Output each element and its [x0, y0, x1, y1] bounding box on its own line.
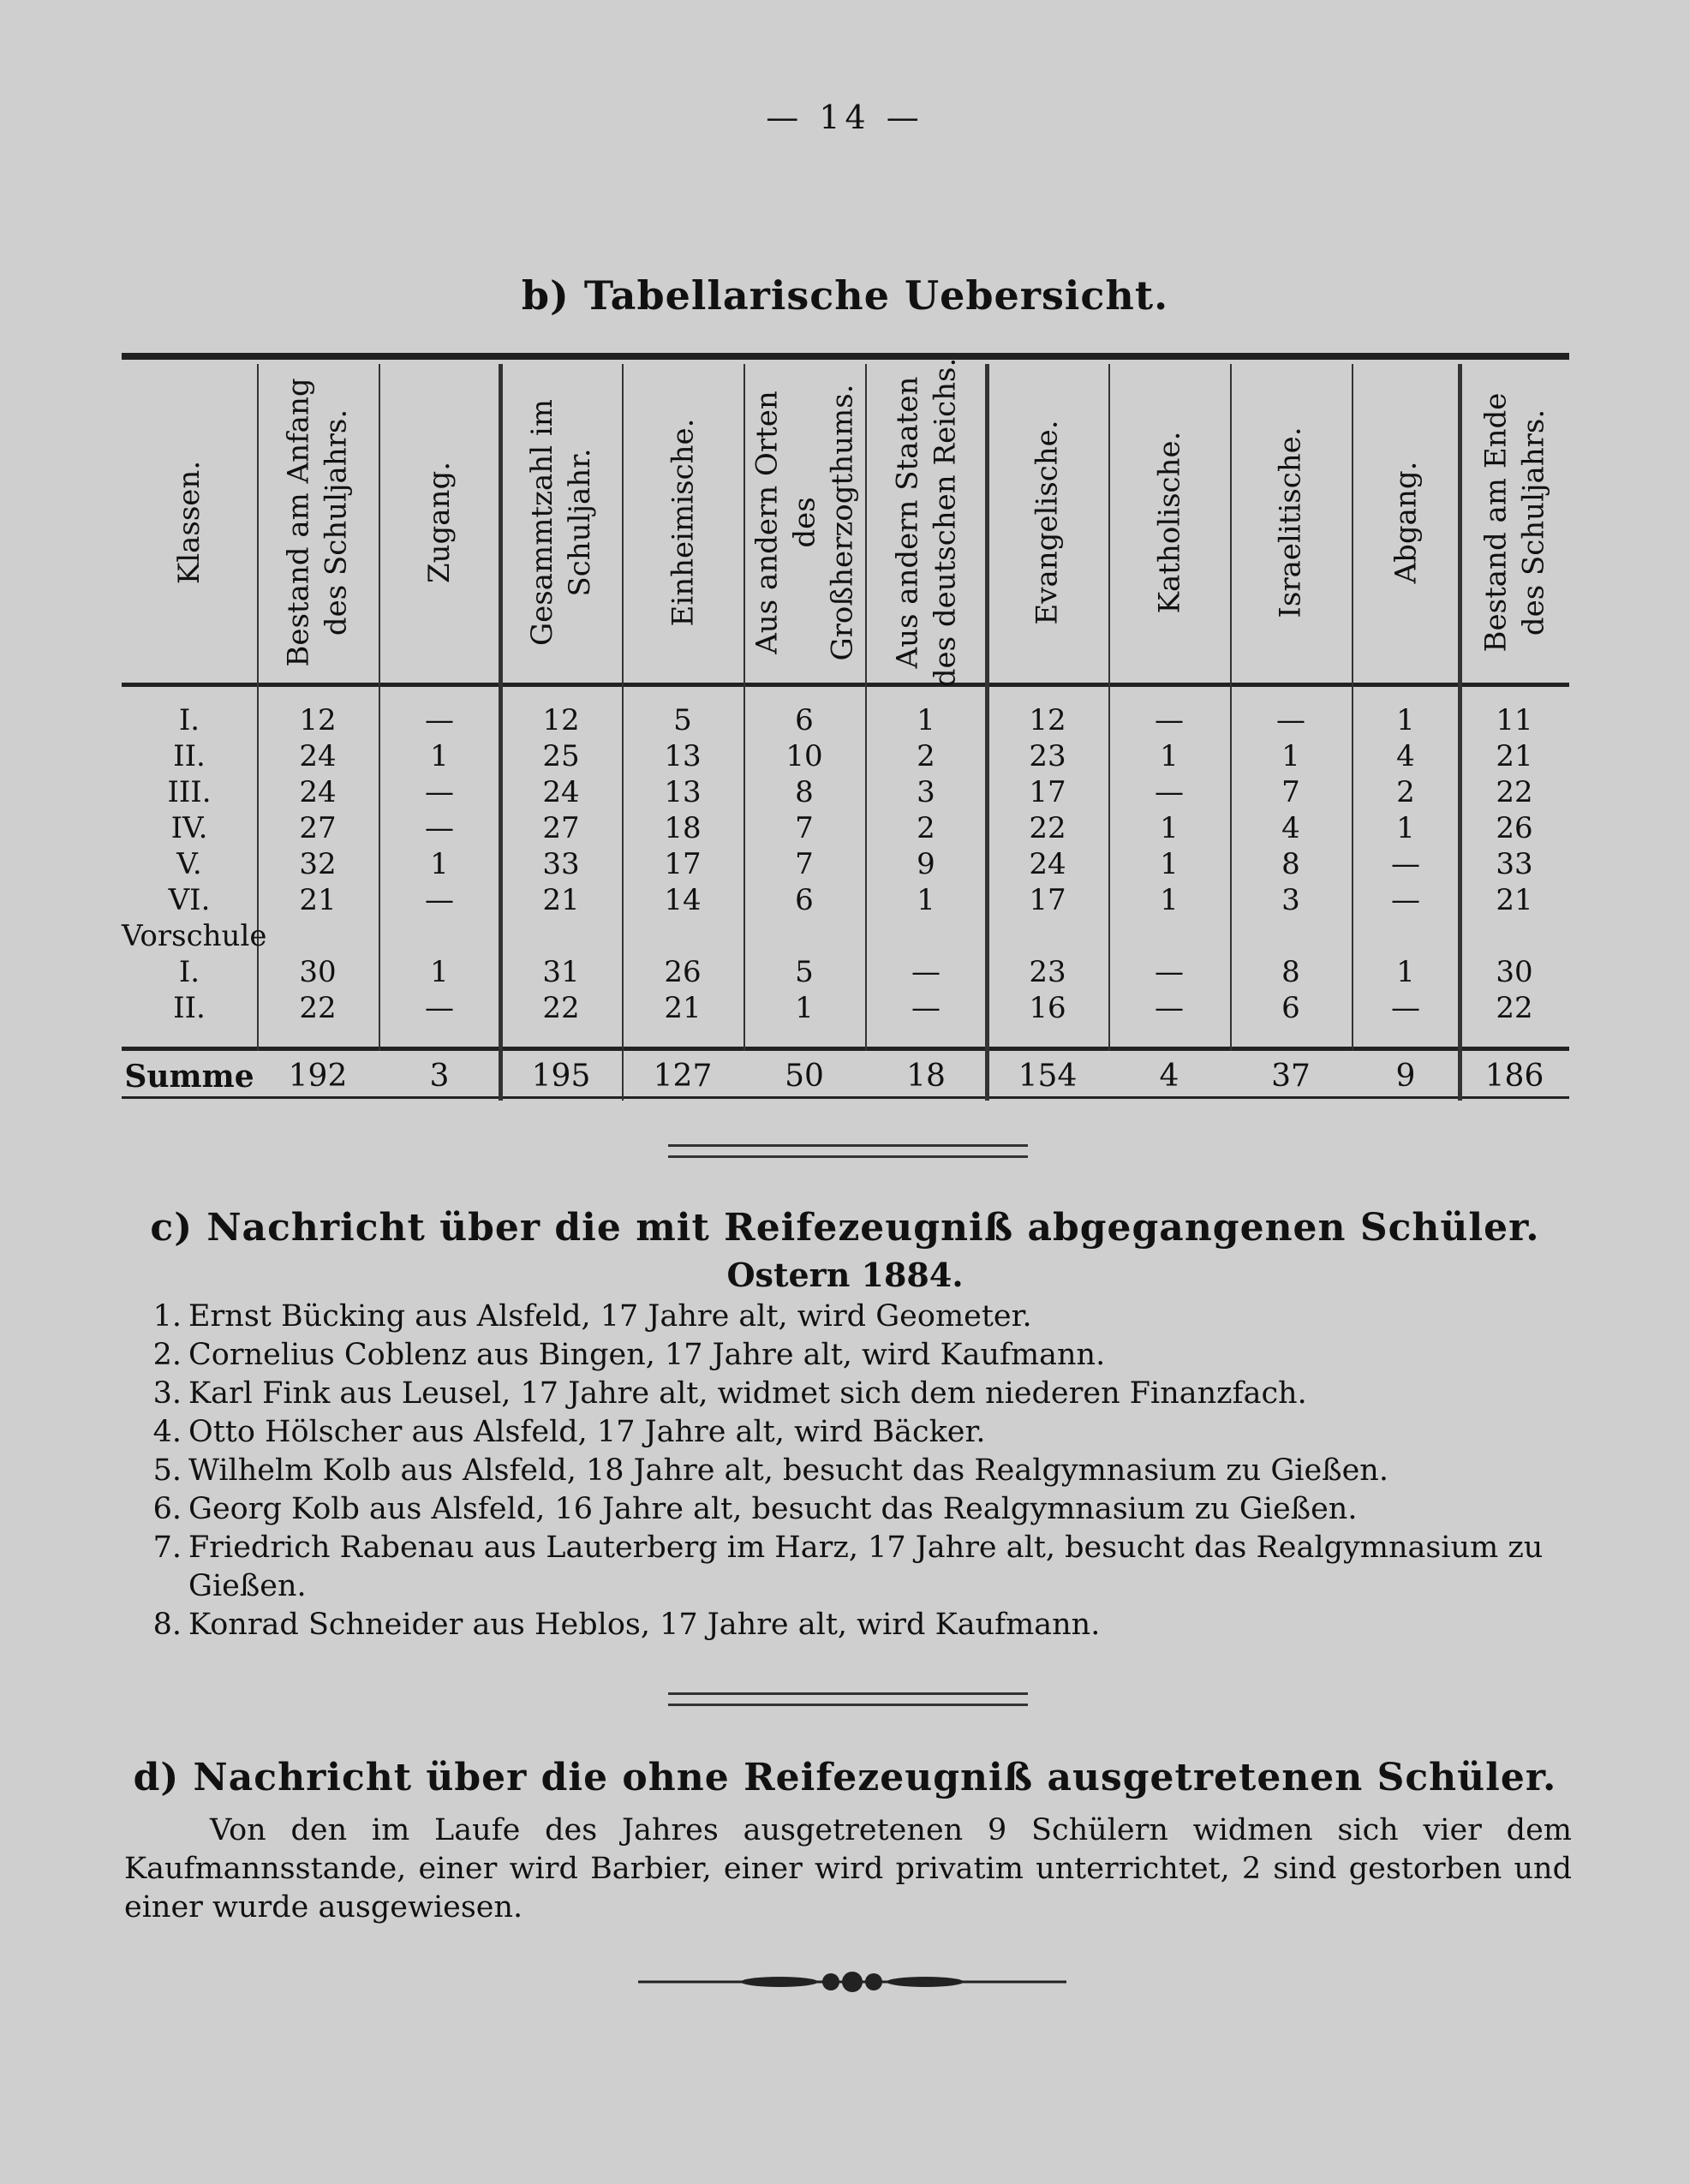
list-number: 3.	[152, 1376, 182, 1411]
table-cell: 50	[785, 1059, 824, 1094]
table-header-cell	[1460, 364, 1569, 681]
section-b-title: b) Tabellarische Uebersicht.	[521, 272, 1169, 319]
table-cell: 21	[1496, 739, 1533, 773]
list-item	[137, 1375, 1593, 1413]
table-cell: 25	[542, 739, 580, 773]
column-label: Zugang.	[422, 461, 457, 584]
table-cell: VI.	[168, 883, 211, 917]
table-header-cell	[500, 364, 622, 681]
table-cell: 8	[1281, 847, 1300, 881]
table-cell: 127	[653, 1059, 713, 1094]
table-cell: —	[425, 703, 454, 737]
section-d-title: d) Nachricht über die ohne Reifezeugniß ausgetretenen Schüler.	[133, 1756, 1557, 1799]
table-cell: 14	[664, 883, 702, 917]
table-cell: —	[425, 991, 454, 1025]
table-cell: 12	[542, 703, 580, 737]
table-cell: 22	[299, 991, 337, 1025]
table-cell: 1	[917, 703, 935, 737]
table-header-cell	[379, 364, 500, 681]
section-divider	[668, 1144, 1028, 1158]
table-cell: 2	[917, 739, 935, 773]
table-row	[122, 702, 1569, 738]
table-cell: I.	[178, 955, 200, 989]
table-cell: 24	[1029, 847, 1066, 881]
column-label: Bestand am Anfang des Schuljahrs.	[282, 378, 354, 667]
graduate-list	[137, 1298, 1593, 1644]
table-cell: 26	[664, 955, 702, 989]
table-cell: 3	[917, 775, 935, 809]
table-cell: 1	[1396, 703, 1415, 737]
table-row	[122, 990, 1569, 1026]
table-cell: V.	[176, 847, 202, 881]
table-sum-row	[122, 1057, 1569, 1096]
column-label: Bestand am Ende des Schuljahrs.	[1478, 392, 1551, 653]
table-header-cell	[865, 357, 987, 688]
table-cell: 12	[1029, 703, 1066, 737]
table-header-cell	[1230, 364, 1352, 681]
list-text: Konrad Schneider aus Heblos, 17 Jahre alt, wird Kaufmann.	[188, 1608, 1101, 1642]
table-cell: 1	[1396, 811, 1415, 845]
table-header-cell	[987, 364, 1108, 681]
table-cell: 8	[795, 775, 814, 809]
table-cell: 30	[1496, 955, 1533, 989]
list-number: 2.	[152, 1338, 182, 1372]
table-cell: 24	[542, 775, 580, 809]
table-cell: 3	[429, 1059, 450, 1094]
table-cell: 1	[430, 847, 449, 881]
table-cell: —	[1276, 703, 1305, 737]
table-cell: 18	[906, 1059, 946, 1094]
table-cell: 6	[1281, 991, 1300, 1025]
column-label: Abgang.	[1388, 461, 1424, 584]
list-number: 4.	[152, 1415, 182, 1449]
table-cell: 24	[299, 739, 337, 773]
table-cell: 154	[1018, 1059, 1078, 1094]
table-cell: Summe	[124, 1059, 254, 1095]
table-cell: 17	[1029, 775, 1066, 809]
table-cell: 6	[795, 883, 814, 917]
table-row	[122, 810, 1569, 846]
table-cell: —	[1391, 847, 1420, 881]
table-cell: —	[425, 883, 454, 917]
table-cell: 1	[430, 955, 449, 989]
table-cell: 17	[664, 847, 702, 881]
list-item	[137, 1413, 1593, 1452]
table-cell: 22	[1496, 775, 1533, 809]
table-cell: —	[425, 775, 454, 809]
table-cell: —	[1391, 991, 1420, 1025]
table-cell: 1	[1160, 739, 1179, 773]
table-cell: 22	[542, 991, 580, 1025]
table-cell: IV.	[170, 811, 208, 845]
table-header-cell	[257, 364, 379, 681]
table-cell: 6	[795, 703, 814, 737]
table-cell: 7	[795, 847, 814, 881]
table-cell: 17	[1029, 883, 1066, 917]
table-cell: 2	[917, 811, 935, 845]
section-c-title: c) Nachricht über die mit Reifezeugniß abgegangenen Schüler.	[150, 1206, 1540, 1250]
table-cell: —	[911, 991, 941, 1025]
table-cell: 13	[664, 775, 702, 809]
table-cell: 32	[299, 847, 337, 881]
table-row	[122, 774, 1569, 810]
table-cell: —	[1391, 883, 1420, 917]
list-item	[137, 1452, 1593, 1490]
table-cell: 9	[1395, 1059, 1416, 1094]
table-header-cell	[622, 364, 743, 681]
column-label: Katholische.	[1152, 431, 1187, 614]
list-text: Cornelius Coblenz aus Bingen, 17 Jahre alt, wird Kaufmann.	[188, 1338, 1106, 1372]
table-cell: 192	[288, 1059, 348, 1094]
table-cell: 33	[1496, 847, 1533, 881]
table-cell: 5	[795, 955, 814, 989]
table-cell: 16	[1029, 991, 1066, 1025]
table-cell: 195	[531, 1059, 591, 1094]
list-text: Karl Fink aus Leusel, 17 Jahre alt, widmet sich dem niederen Finanzfach.	[188, 1376, 1307, 1411]
table-cell: 22	[1029, 811, 1066, 845]
table-cell: 10	[785, 739, 823, 773]
list-item	[137, 1490, 1593, 1529]
table-cell: —	[1155, 775, 1184, 809]
table-cell: 7	[1281, 775, 1300, 809]
table-cell: Vorschule	[122, 919, 267, 953]
table-cell: 1	[1160, 811, 1179, 845]
table-cell: —	[425, 811, 454, 845]
table-cell: 1	[430, 739, 449, 773]
table-cell: 33	[542, 847, 580, 881]
column-label: Klassen.	[172, 460, 206, 585]
table-cell: 21	[542, 883, 580, 917]
table-cell: I.	[178, 703, 200, 737]
table-cell: 9	[917, 847, 935, 881]
table-cell: 1	[795, 991, 814, 1025]
table-cell: 22	[1496, 991, 1533, 1025]
table-top-rule	[122, 353, 1569, 360]
list-item	[137, 1298, 1593, 1336]
list-text: Wilhelm Kolb aus Alsfeld, 18 Jahre alt, besucht das Realgymnasium zu Gießen.	[188, 1453, 1388, 1488]
table-cell: II.	[173, 991, 206, 1025]
table-cell: 18	[664, 811, 702, 845]
list-text: Friedrich Rabenau aus Lauterberg im Harz, 17 Jahre alt, besucht das Realgymnasium zu Gießen.	[188, 1531, 1544, 1603]
table-cell: 3	[1281, 883, 1300, 917]
list-text: Georg Kolb aus Alsfeld, 16 Jahre alt, besucht das Realgymnasium zu Gießen.	[188, 1492, 1358, 1526]
section-c-subtitle: Ostern 1884.	[726, 1256, 964, 1294]
list-item	[137, 1606, 1593, 1644]
column-label: Gesammtzahl im Schuljahr.	[525, 398, 597, 647]
column-label: Einheimische.	[666, 418, 701, 627]
table-cell: II.	[173, 739, 206, 773]
table-cell: 26	[1496, 811, 1533, 845]
table-cell: 30	[299, 955, 337, 989]
list-text: Ernst Bücking aus Alsfeld, 17 Jahre alt, wird Geometer.	[188, 1299, 1032, 1334]
table-bottom-rule	[122, 1096, 1569, 1099]
table-header-cell	[1352, 364, 1460, 681]
table-cell: 2	[1396, 775, 1415, 809]
table-cell: 1	[1281, 739, 1300, 773]
table-cell: —	[911, 955, 941, 989]
page-number: — 14 —	[766, 98, 924, 136]
table-cell: 8	[1281, 955, 1300, 989]
table-cell: 31	[542, 955, 580, 989]
table-cell: 23	[1029, 955, 1066, 989]
table-cell: 1	[917, 883, 935, 917]
table-cell: 4	[1281, 811, 1300, 845]
ornament-divider-icon	[638, 1965, 1066, 1999]
table-cell: 4	[1159, 1059, 1179, 1094]
table-row	[122, 954, 1569, 990]
column-label: Aus andern Orten des Großherzogthums.	[749, 384, 859, 661]
table-cell: 27	[542, 811, 580, 845]
table-cell: —	[1155, 991, 1184, 1025]
table-header-cell	[122, 364, 257, 681]
list-item	[137, 1529, 1593, 1606]
table-cell: 1	[1160, 883, 1179, 917]
list-number: 7.	[152, 1531, 182, 1565]
list-number: 8.	[152, 1608, 182, 1642]
column-label: Evangelische.	[1030, 420, 1065, 625]
section-divider	[668, 1692, 1028, 1706]
table-row	[122, 846, 1569, 882]
table-cell: —	[1155, 955, 1184, 989]
table-cell: 13	[664, 739, 702, 773]
list-item	[137, 1336, 1593, 1375]
table-cell: 12	[299, 703, 337, 737]
column-label: Aus andern Staaten des deutschen Reichs.	[890, 357, 962, 688]
table-cell: 27	[299, 811, 337, 845]
table-row	[122, 882, 1569, 918]
list-number: 1.	[152, 1299, 182, 1334]
table-cell: 21	[664, 991, 702, 1025]
table-cell: 186	[1484, 1059, 1544, 1094]
table-cell: 7	[795, 811, 814, 845]
table-row	[122, 738, 1569, 774]
table-cell: 5	[673, 703, 692, 737]
table-row	[122, 918, 1569, 954]
table-cell: 21	[299, 883, 337, 917]
table-cell: 24	[299, 775, 337, 809]
section-d-paragraph: Von den im Laufe des Jahres ausgetretenen 9 Schülern widmen sich vier dem Kaufmannsstande, einer wird Barbier, einer wird privatim unterrichtet, 2 sind gestorben und einer wurde ausgewiesen.	[124, 1813, 1572, 1924]
table-cell: III.	[167, 775, 212, 809]
table-cell: 37	[1271, 1059, 1311, 1094]
table-header-cell	[743, 364, 865, 681]
table-cell: 4	[1396, 739, 1415, 773]
column-label: Israelitische.	[1274, 427, 1308, 618]
list-number: 5.	[152, 1453, 182, 1488]
table-cell: 1	[1396, 955, 1415, 989]
table-cell: 23	[1029, 739, 1066, 773]
table-cell: 11	[1496, 703, 1533, 737]
table-cell: 21	[1496, 883, 1533, 917]
list-number: 6.	[152, 1492, 182, 1526]
table-cell: 1	[1160, 847, 1179, 881]
table-header-cell	[1108, 364, 1230, 681]
table-cell: —	[1155, 703, 1184, 737]
list-text: Otto Hölscher aus Alsfeld, 17 Jahre alt, wird Bäcker.	[188, 1415, 986, 1449]
